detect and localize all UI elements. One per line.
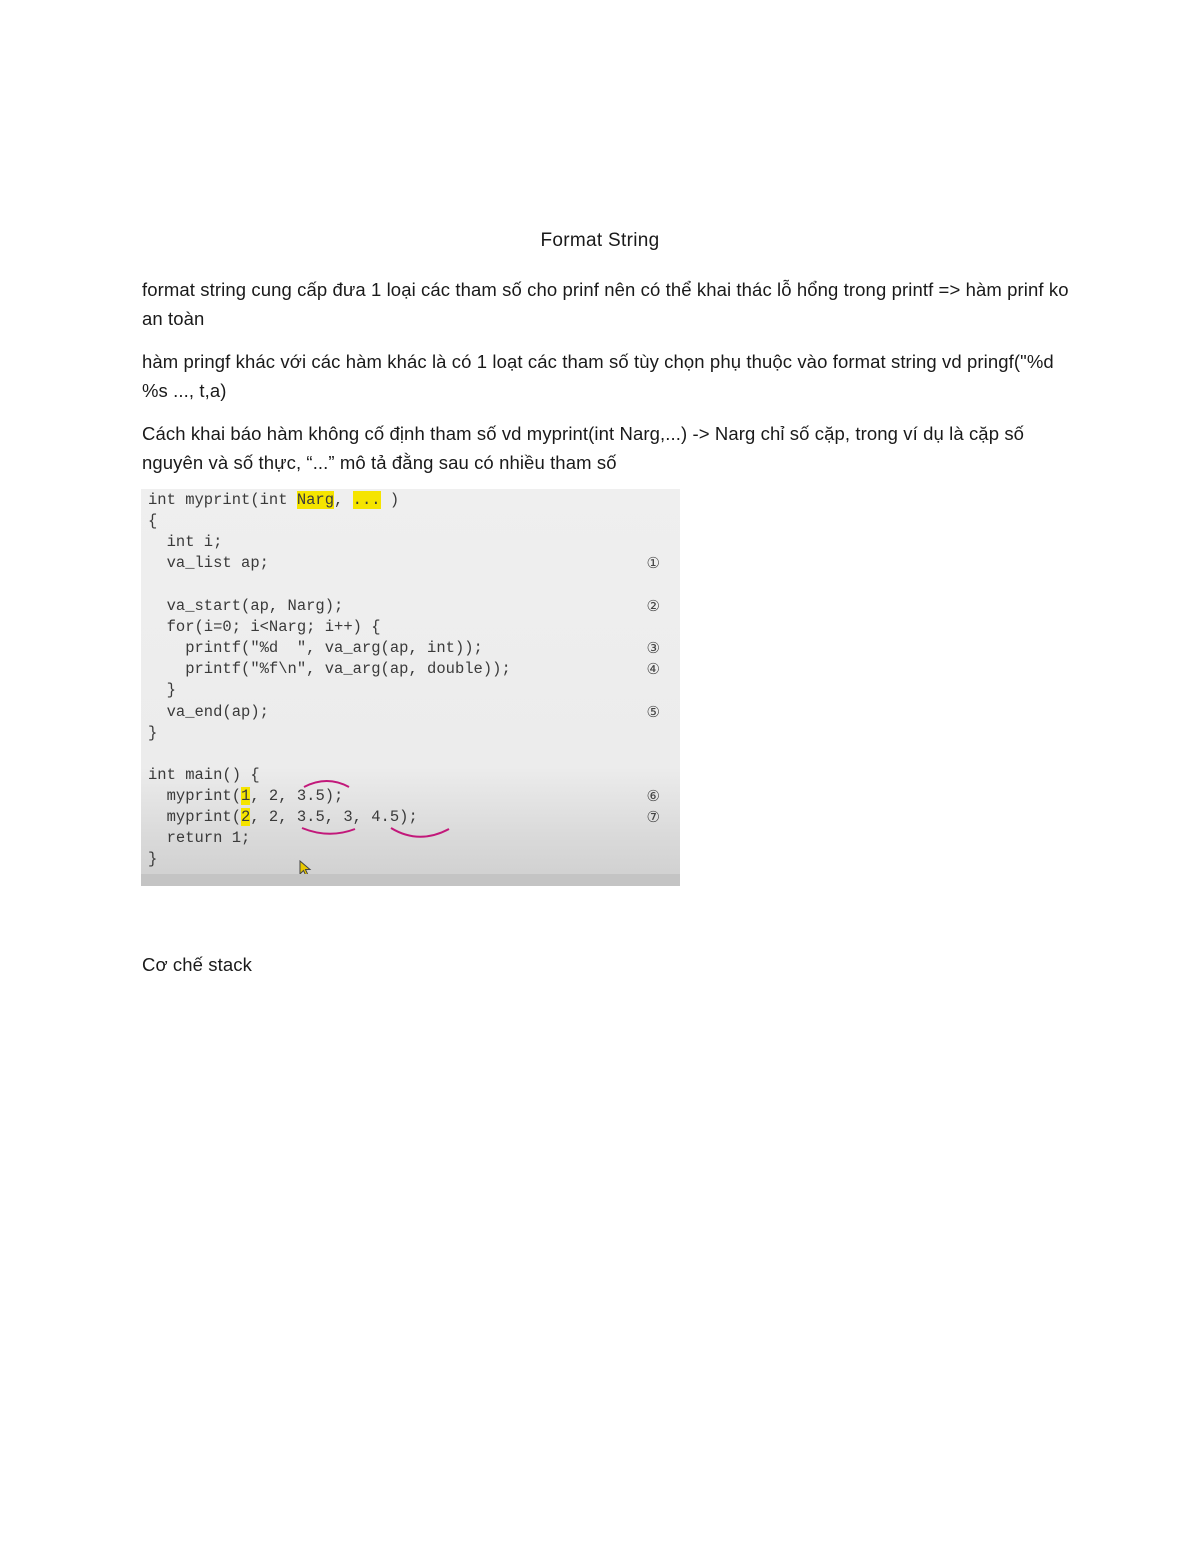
marker-4: ④	[646, 660, 660, 678]
marker-2: ②	[646, 597, 660, 615]
code-line-11: va_end(ap);	[148, 703, 269, 721]
code-line-6: va_start(ap, Narg);	[148, 597, 344, 615]
handwritten-annotations	[141, 489, 680, 886]
highlight-narg: Narg	[296, 491, 335, 509]
code-line-2: {	[148, 512, 158, 530]
code-line-3: int i;	[148, 533, 223, 551]
highlight-arg-2: 2	[241, 808, 251, 826]
code-line-18: }	[148, 850, 158, 868]
code-line-7: for(i=0; i<Narg; i++) {	[148, 618, 381, 636]
paragraph-printf-args: hàm pringf khác với các hàm khác là có 1 loạt các tham số tùy chọn phụ thuộc vào format string vd pringf("%d %s ..., t,a)	[142, 351, 1054, 401]
code-screenshot	[141, 489, 680, 886]
document-title: Format String	[540, 230, 660, 251]
code-line-8: printf("%d ", va_arg(ap, int));	[148, 639, 483, 657]
code-line-9: printf("%f\n", va_arg(ap, double));	[148, 660, 511, 678]
screenshot-bottom-bar	[141, 874, 680, 886]
arc-under-pair-1	[302, 828, 355, 834]
code-line-1: int myprint(int Narg, ... )	[148, 491, 400, 509]
code-line-14: int main() {	[148, 766, 260, 784]
highlight-arg-1: 1	[241, 787, 251, 805]
code-line-4: va_list ap;	[148, 554, 269, 572]
code-line-15: myprint(1, 2, 3.5);	[148, 787, 344, 805]
marker-1: ①	[646, 554, 660, 572]
marker-6: ⑥	[646, 787, 660, 805]
paragraph-format-string-intro: format string cung cấp đưa 1 loại các tham số cho prinf nên có thể khai thác lỗ hổng trong printf => hàm prinf ko an toàn	[142, 279, 1069, 329]
arc-over-pair-1	[304, 781, 349, 787]
highlight-ellipsis: ...	[352, 491, 381, 509]
marker-7: ⑦	[646, 808, 660, 826]
section-heading-stack: Cơ chế stack	[142, 954, 252, 975]
paragraph-variadic-declaration: Cách khai báo hàm không cố định tham số vd myprint(int Narg,...) -> Narg chỉ số cặp, trong ví dụ là cặp số nguyên và số thực, “...” mô tả đằng sau có nhiều tham số	[142, 423, 1025, 473]
code-line-12: }	[148, 724, 158, 742]
code-line-10: }	[148, 681, 176, 699]
code-line-16: myprint(2, 2, 3.5, 3, 4.5);	[148, 808, 418, 826]
code-line-17: return 1;	[148, 829, 251, 847]
marker-5: ⑤	[646, 703, 660, 721]
marker-3: ③	[646, 639, 660, 657]
arc-under-pair-2	[391, 828, 449, 837]
